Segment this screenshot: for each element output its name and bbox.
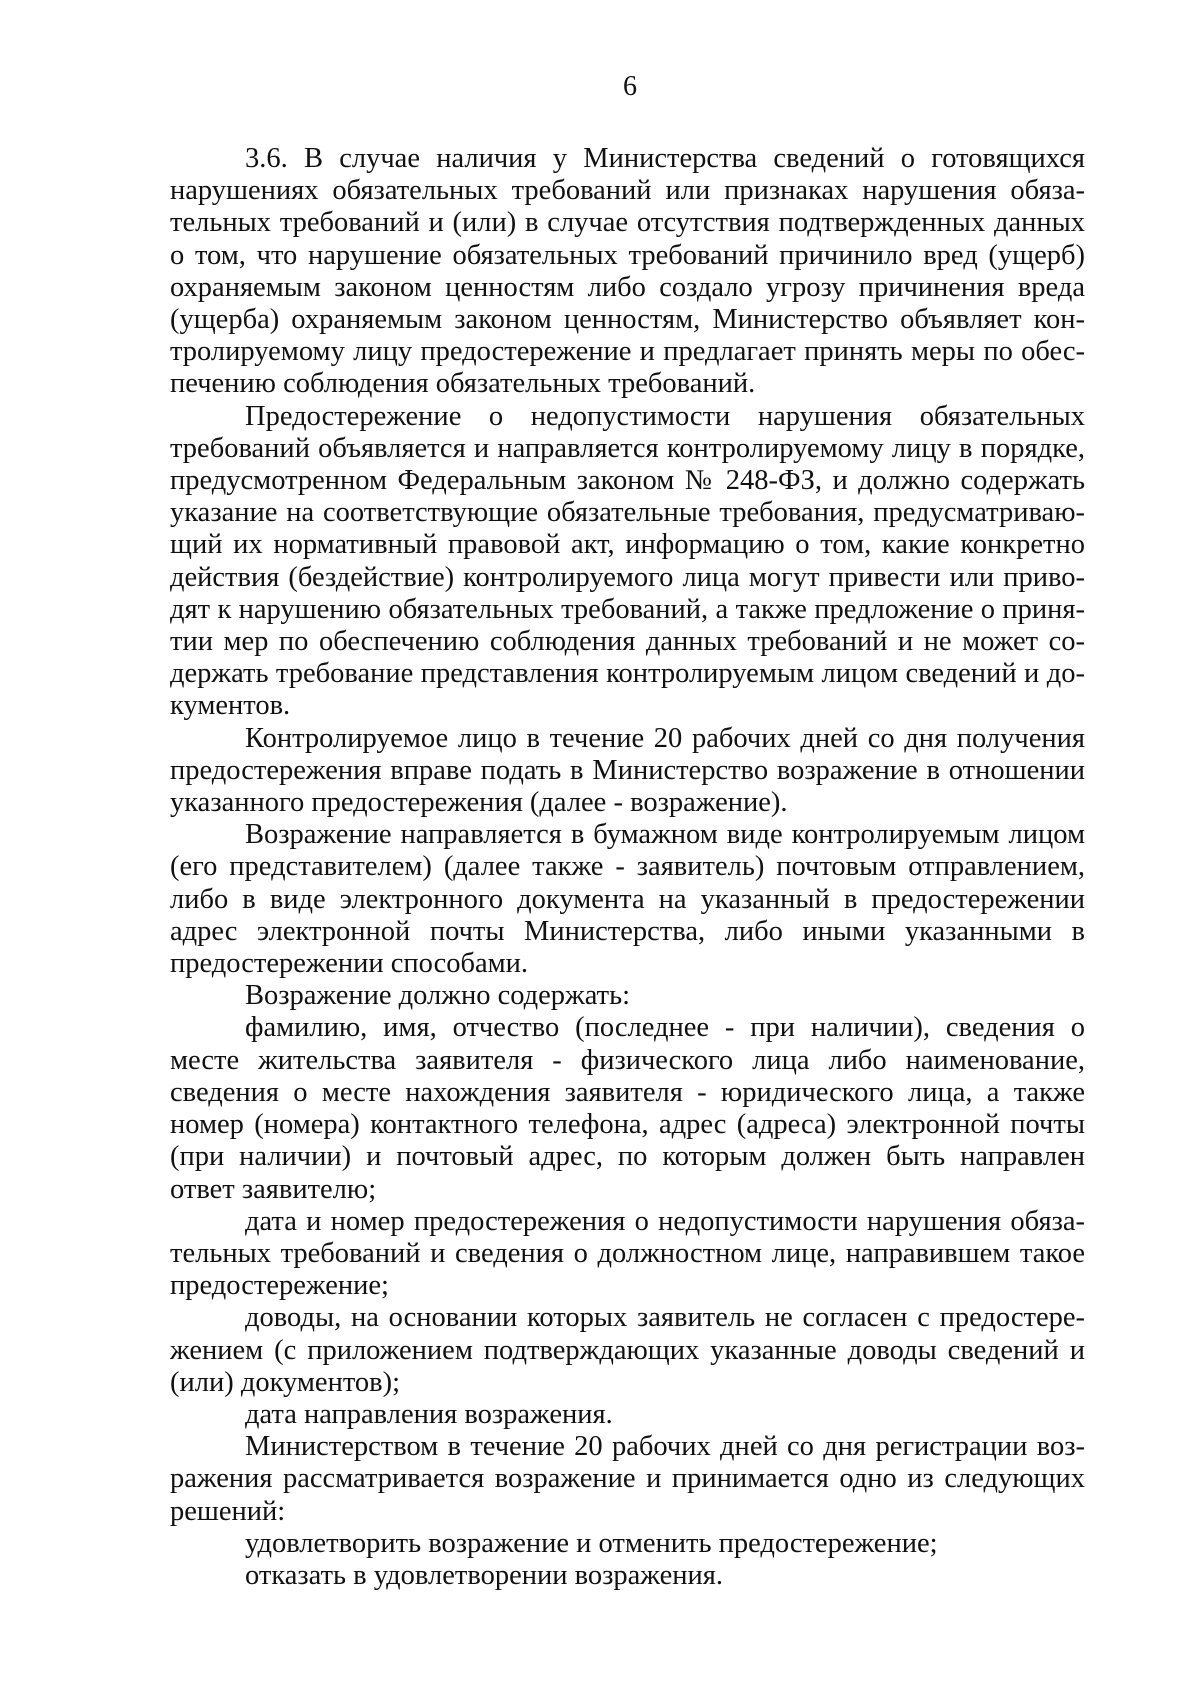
list-item-decision-reject: отказать в удовлетворении возражения. — [245, 1559, 724, 1591]
paragraph-objection-right: Контролируемое лицо в течение 20 рабочих дней со дня получения предостережения вправе подать в Министерство возражение в отношении указанного предостережения (далее - возражение). — [170, 722, 1085, 819]
list-item-warning-date-number: дата и номер предостережения о недопустимости нарушения обязательных требований и сведения о должностном лице, направившем такое предостережение; — [170, 1205, 1085, 1302]
paragraph-ministry-decision: Министерством в течение 20 рабочих дней со дня регистрации возражения рассматривается возражение и принимается одно из следующих решений: — [170, 1431, 1085, 1527]
paragraph-warning-content: Предостережение о недопустимости нарушения обязательных требований объявляется и направляется контролируемому лицу в порядке, предусмотренном Федеральным законом № 248-ФЗ, и должно содержать указание на соответствующие обязательные требования, предусматривающий их нормативный правовой акт, информацию о том, какие конкретно действия (бездействие) контролируемого лица могут привести или приводят к нарушению обязательных требований, а также предложение о принятии мер по обеспечению соблюдения данных требований и не может содержать требование представления контролируемым лицом сведений и документов. — [170, 400, 1085, 722]
list-item-applicant-details: фамилию, имя, отчество (последнее - при наличии), сведения о месте жительства заявителя - физического лица либо наименование, сведения о месте нахождения заявителя - юридического лица, а также номер (номера) контактного телефона, адрес (адреса) электронной почты (при наличии) и почтовый адрес, по которым должен быть направлен ответ заявителю; — [170, 1012, 1085, 1205]
page-number: 6 — [623, 71, 637, 102]
document-body — [170, 143, 1085, 1592]
list-item-objection-date: дата направления возражения. — [245, 1398, 613, 1430]
paragraph-3-6: 3.6. В случае наличия у Министерства сведений о готовящихся нарушениях обязательных требований или признаках нарушения обязательных требований и (или) в случае отсутствия подтвержденных данных о том, что нарушение обязательных требований причинило вред (ущерб) охраняемым законом ценностям либо создало угрозу причинения вреда (ущерба) охраняемым законом ценностям, Министерство объявляет контролируемому лицу предостережение и предлагает принять меры по обеспечению соблюдения обязательных требований. — [170, 143, 1085, 400]
paragraph-objection-requirements: Возражение должно содержать: — [245, 980, 631, 1012]
paragraph-objection-submission: Возражение направляется в бумажном виде контролируемым лицом (его представителем) (далее также - заявитель) почтовым отправлением, либо в виде электронного документа на указанный в предостережении адрес электронной почты Министерства, либо иными указанными в предостережении способами. — [170, 819, 1085, 980]
list-item-arguments: доводы, на основании которых заявитель не согласен с предостережением (с приложением подтверждающих указанные доводы сведений и (или) документов); — [170, 1302, 1085, 1398]
list-item-decision-approve: удовлетворить возражение и отменить предостережение; — [245, 1527, 938, 1559]
